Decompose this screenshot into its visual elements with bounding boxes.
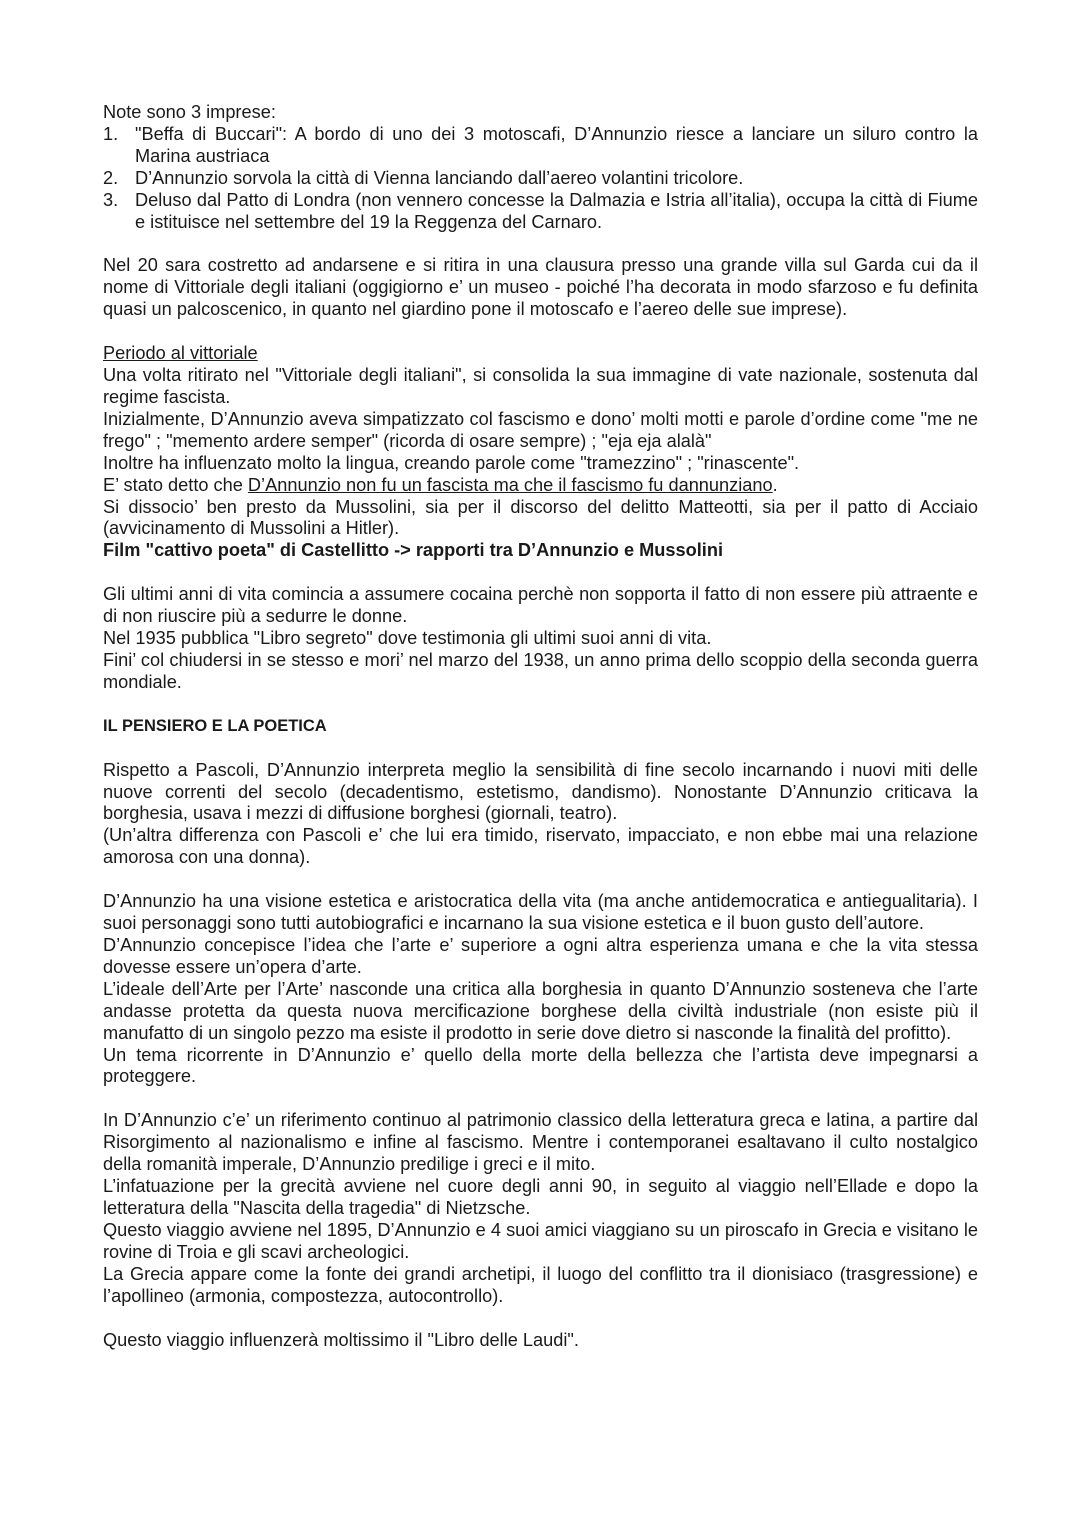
vittoriale-line-5: Si dissocio’ ben presto da Mussolini, sia per il discorso del delitto Matteotti, sia per il patto di Acciaio (avvicinamento di Mussolini a Hitler).: [103, 496, 978, 539]
list-item: [103, 190, 978, 234]
spacer: [103, 738, 978, 760]
pascoli-line-1: Rispetto a Pascoli, D’Annunzio interpreta meglio la sensibilità di fine secolo incarnando i nuovi miti delle nuove correnti del secolo (decadentismo, estetismo, dandismo). Nonostante D’Annunzio criticava la borghesia, usava i mezzi di diffusione borghesi (giornali, teatro).: [103, 759, 978, 824]
classico-line-3: Questo viaggio avviene nel 1895, D’Annunzio e 4 suoi amici viaggiano su un piroscafo in Grecia e visitano le rovine di Troia e gli scavi archeologici.: [103, 1219, 978, 1262]
section-heading: IL PENSIERO E LA POETICA: [103, 716, 327, 735]
spacer: [103, 1088, 978, 1110]
vittoriale-line-1: Una volta ritirato nel "Vittoriale degli italiani", si consolida la sua immagine di vate nazionale, sostenuta dal regime fascista.: [103, 365, 978, 407]
visione-line-4: Un tema ricorrente in D’Annunzio e’ quello della morte della bellezza che l’artista deve impegnarsi a proteggere.: [103, 1044, 978, 1087]
ultimi-anni-line-2: Nel 1935 pubblica "Libro segreto" dove testimonia gli ultimi suoi anni di vita.: [103, 628, 712, 649]
list-text: D’Annunzio sorvola la città di Vienna lanciando dall’aereo volantini tricolore.: [135, 167, 744, 188]
vittoriale-quote-underlined: D’Annunzio non fu un fascista ma che il fascismo fu dannunziano: [247, 474, 773, 495]
garda-paragraph: Nel 20 sara costretto ad andarsene e si ritira in una clausura presso una grande villa sul Garda cui da il nome di Vittoriale degli italiani (oggigiorno e’ un museo - poiché l’ha decorata in modo sfarzoso e fu definita quasi un palcoscenico, in quanto nel giardino pone il motoscafo e l’aereo delle sue imprese).: [103, 255, 978, 320]
spacer: [103, 1308, 978, 1330]
visione-line-3: L’ideale dell’Arte per l’Arte’ nasconde una critica alla borghesia in quanto D’Annunzio sosteneva che l’arte andasse protetta da questa nuova mercificazione borghese della civiltà industriale (non esiste più il manufatto di un singolo pezzo ma esiste il prodotto in serie dove dietro si nasconde la finalità del profitto).: [103, 978, 978, 1043]
ultimi-anni-line-1: Gli ultimi anni di vita comincia a assumere cocaina perchè non sopporta il fatto di non essere più attraente e di non riuscire più a sedurre le donne.: [103, 584, 978, 627]
visione-line-2: D’Annunzio concepisce l’idea che l’arte e’ superiore a ogni altra esperienza umana e che la vita stessa dovesse essere un’opera d’arte.: [103, 935, 978, 977]
vittoriale-line-2: Inizialmente, D’Annunzio aveva simpatizzato col fascismo e dono’ molti motti e parole d’ordine come "me ne frego" ; "memento ardere semper" (ricorda di osare sempre) ; "eja eja alalà": [103, 408, 978, 451]
list-number: 3.: [103, 189, 119, 210]
spacer: [103, 321, 978, 343]
spacer: [103, 233, 978, 255]
classico-line-1: In D’Annunzio c’e’ un riferimento continuo al patrimonio classico della letteratura greca e latina, a partire dal Risorgimento al nazionalismo e infine al fascismo. Mentre i contemporanei esaltavano il culto nostalgico della romanità imperale, D’Annunzio predilige i greci e il mito.: [103, 1110, 978, 1175]
spacer: [103, 869, 978, 891]
list-text: "Beffa di Buccari": A bordo di uno dei 3 motoscafi, D’Annunzio riesce a lanciare un siluro contro la Marina austriaca: [135, 123, 978, 166]
film-note: Film "cattivo poeta" di Castellitto -> rapporti tra D’Annunzio e Mussolini: [103, 540, 724, 561]
vittoriale-line-3: Inoltre ha influenzato molto la lingua, creando parole come "tramezzino" ; "rinascente".: [103, 452, 800, 473]
spacer: [103, 562, 978, 584]
imprese-intro: Note sono 3 imprese:: [103, 102, 276, 122]
laudi-line: Questo viaggio influenzerà moltissimo il "Libro delle Laudi".: [103, 1329, 579, 1350]
list-item: [103, 124, 978, 168]
list-number: 1.: [103, 123, 119, 144]
pascoli-line-2: (Un’altra differenza con Pascoli e’ che lui era timido, riservato, impacciato, e non ebbe mai una relazione amorosa con una donna).: [103, 825, 978, 868]
vittoriale-line-4: [103, 475, 978, 497]
vittoriale-line-4-suffix: .: [772, 474, 778, 495]
list-item: [103, 168, 978, 190]
document-page: [103, 102, 978, 1351]
vittoriale-title: Periodo al vittoriale: [103, 343, 258, 364]
imprese-list: [103, 124, 978, 234]
visione-line-1: D’Annunzio ha una visione estetica e aristocratica della vita (ma anche antidemocratica e antiegualitaria). I suoi personaggi sono tutti autobiografici e incarnano la sua visione estetica e il buon gusto dell’autore.: [103, 891, 978, 934]
spacer: [103, 694, 978, 716]
ultimi-anni-line-3: Fini’ col chiudersi in se stesso e mori’ nel marzo del 1938, un anno prima dello scoppio della seconda guerra mondiale.: [103, 649, 978, 692]
classico-line-2: L’infatuazione per la grecità avviene nel cuore degli anni 90, in seguito al viaggio nell’Ellade e dopo la letteratura della "Nascita della tragedia" di Nietzsche.: [103, 1176, 978, 1218]
vittoriale-line-4-prefix: E’ stato detto che: [103, 474, 248, 495]
list-text: Deluso dal Patto di Londra (non vennero concesse la Dalmazia e Istria all’italia), occupa la città di Fiume e istituisce nel settembre del 19 la Reggenza del Carnaro.: [135, 189, 978, 232]
list-number: 2.: [103, 167, 119, 188]
classico-line-4: La Grecia appare come la fonte dei grandi archetipi, il luogo del conflitto tra il dionisiaco (trasgressione) e l’apollineo (armonia, compostezza, autocontrollo).: [103, 1263, 978, 1306]
